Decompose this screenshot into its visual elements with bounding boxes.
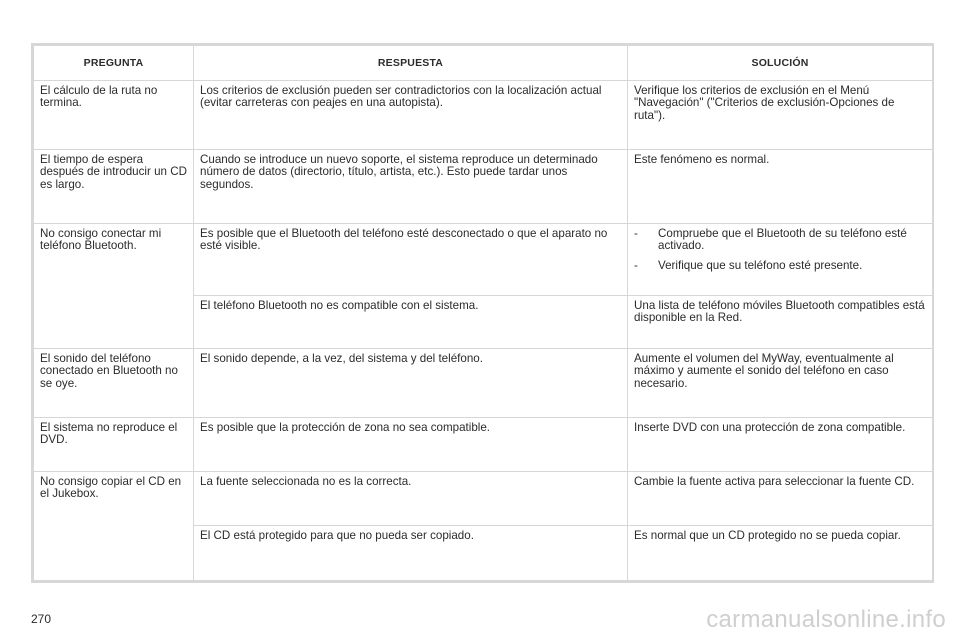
cell-pregunta: No consigo copiar el CD en el Jukebox.: [34, 472, 194, 581]
page-number: 270: [31, 612, 52, 626]
cell-respuesta: Es posible que la protección de zona no sea compatible.: [194, 418, 628, 472]
troubleshooting-table: [33, 45, 933, 581]
cell-respuesta: Es posible que el Bluetooth del teléfono esté desconectado o que el aparato no esté visible.: [194, 224, 628, 296]
header-respuesta: RESPUESTA: [194, 46, 628, 81]
cell-solucion: Cambie la fuente activa para seleccionar la fuente CD.: [628, 472, 933, 526]
cell-respuesta: Cuando se introduce un nuevo soporte, el sistema reproduce un determinado número de datos (directorio, título, artista, etc.). Esto puede tardar unos segundos.: [194, 150, 628, 224]
cell-solucion: Aumente el volumen del MyWay, eventualmente al máximo y aumente el sonido del teléfono en caso necesario.: [628, 349, 933, 418]
cell-pregunta: El tiempo de espera después de introducir un CD es largo.: [34, 150, 194, 224]
solution-list: [634, 228, 926, 272]
troubleshooting-table-container: [31, 43, 934, 583]
cell-solucion: Inserte DVD con una protección de zona compatible.: [628, 418, 933, 472]
header-solucion: SOLUCIÓN: [628, 46, 933, 81]
cell-respuesta: El teléfono Bluetooth no es compatible con el sistema.: [194, 296, 628, 349]
cell-solucion: Este fenómeno es normal.: [628, 150, 933, 224]
cell-solucion: Una lista de teléfono móviles Bluetooth compatibles está disponible en la Red.: [628, 296, 933, 349]
header-pregunta: PREGUNTA: [34, 46, 194, 81]
table-row: [34, 418, 933, 472]
cell-pregunta: El cálculo de la ruta no termina.: [34, 81, 194, 150]
cell-solucion: Es normal que un CD protegido no se pueda copiar.: [628, 526, 933, 581]
watermark: carmanualsonline.info: [706, 606, 946, 633]
cell-pregunta: El sonido del teléfono conectado en Bluetooth no se oye.: [34, 349, 194, 418]
list-item: - Compruebe que el Bluetooth de su teléfono esté activado.: [634, 228, 926, 253]
cell-respuesta: El sonido depende, a la vez, del sistema y del teléfono.: [194, 349, 628, 418]
cell-pregunta: El sistema no reproduce el DVD.: [34, 418, 194, 472]
list-item: - Verifique que su teléfono esté presente.: [634, 260, 926, 272]
cell-solucion: [628, 224, 933, 296]
cell-respuesta: El CD está protegido para que no pueda ser copiado.: [194, 526, 628, 581]
cell-pregunta: No consigo conectar mi teléfono Bluetooth.: [34, 224, 194, 349]
table-row: [34, 150, 933, 224]
table-row: [34, 81, 933, 150]
table-row: [34, 349, 933, 418]
cell-respuesta: Los criterios de exclusión pueden ser contradictorios con la localización actual (evitar carreteras con peajes en una autopista).: [194, 81, 628, 150]
table-row: [34, 224, 933, 296]
cell-respuesta: La fuente seleccionada no es la correcta.: [194, 472, 628, 526]
table-header-row: [34, 46, 933, 81]
table-row: [34, 472, 933, 526]
cell-solucion: Verifique los criterios de exclusión en el Menú "Navegación" ("Criterios de exclusión-Opciones de ruta").: [628, 81, 933, 150]
